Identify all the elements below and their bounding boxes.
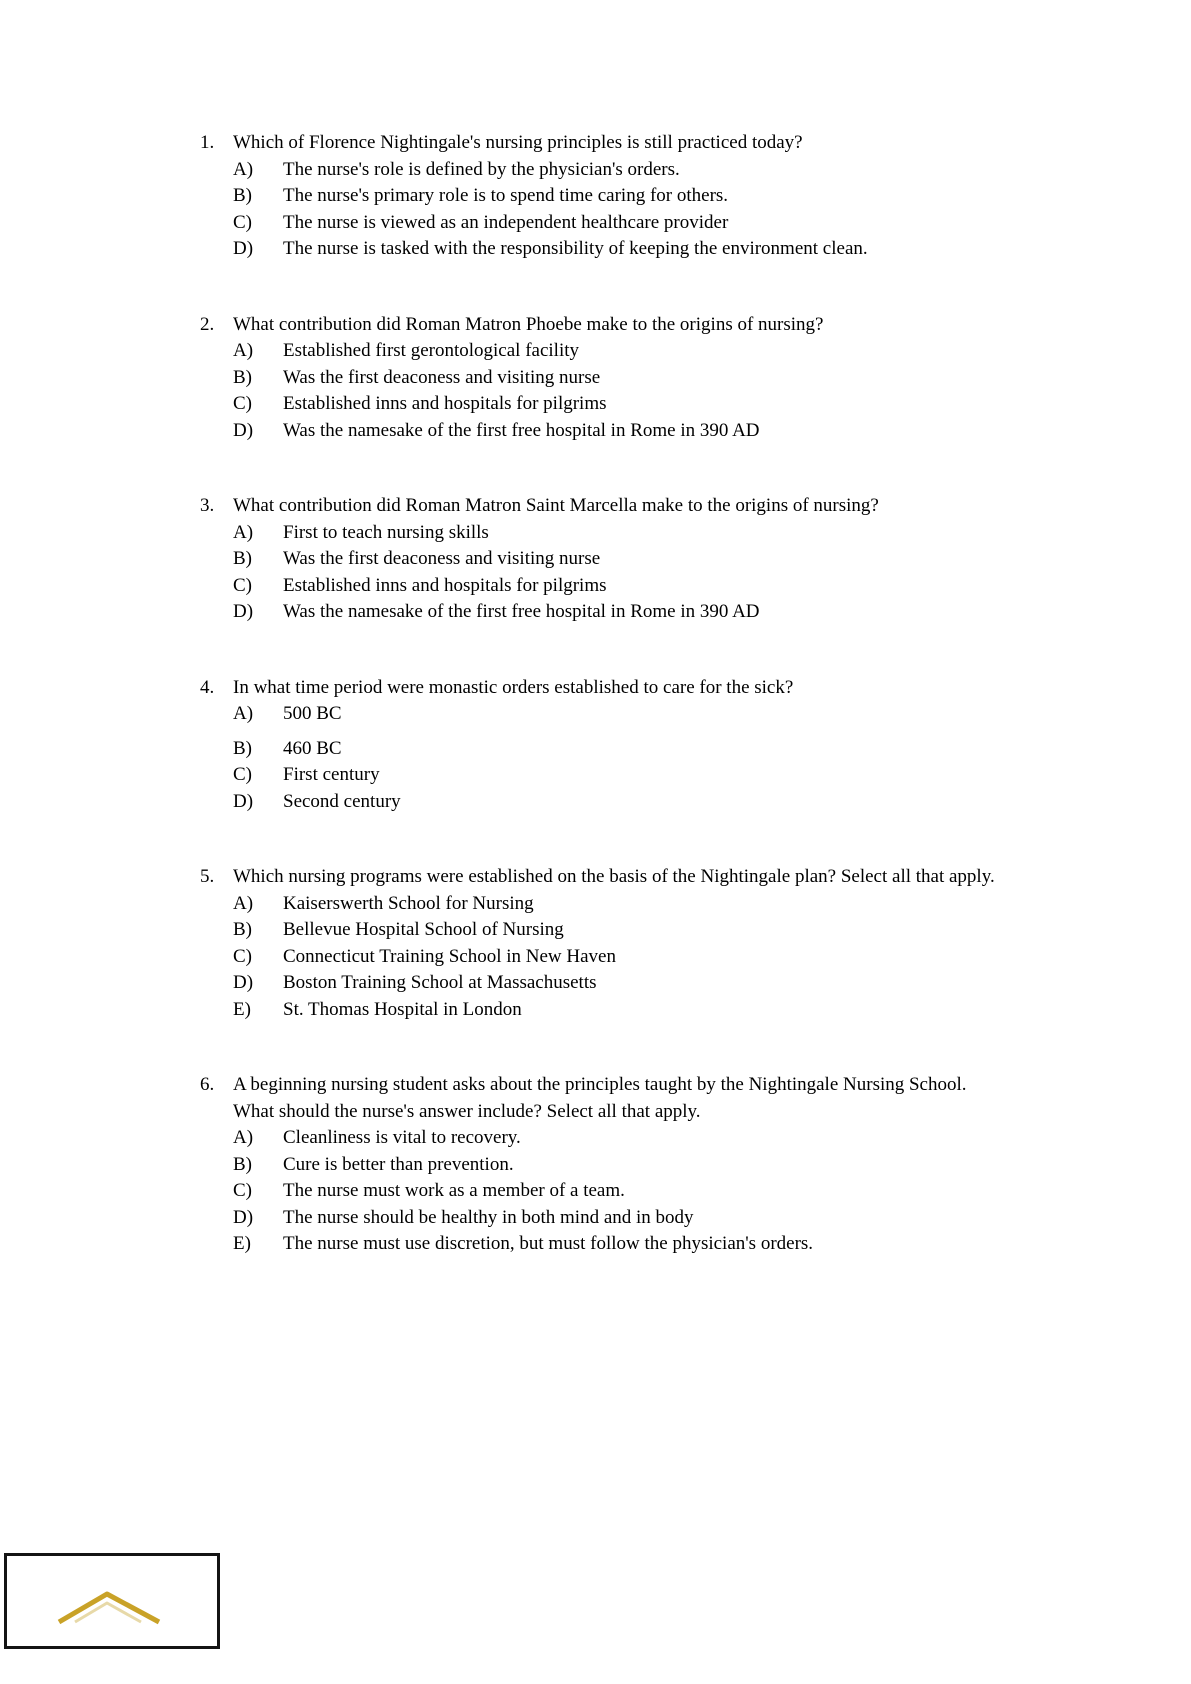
partial-image-frame (4, 1553, 220, 1649)
answer-option (200, 573, 1000, 600)
option-text: The nurse must use discretion, but must follow the physician's orders. (283, 1233, 814, 1254)
option-text: Was the namesake of the first free hospital in Rome in 390 AD (283, 419, 760, 441)
answer-option (200, 891, 1000, 918)
question-text: Which nursing programs were established on the basis of the Nightingale plan? Select all that apply. (233, 866, 995, 887)
question-number: 3. (200, 495, 215, 516)
question-text: In what time period were monastic orders established to care for the sick? (233, 676, 794, 698)
answer-option (200, 1152, 1000, 1179)
option-letter: A) (233, 703, 254, 724)
question-text: A beginning nursing student asks about the principles taught by the Nightingale Nursing School. What should the nurse's answer include? Select all that apply. (233, 1074, 967, 1122)
option-text: Connecticut Training School in New Haven (283, 945, 616, 967)
question-number: 6. (200, 1074, 215, 1095)
option-text: Boston Training School at Massachusetts (283, 972, 597, 993)
question-6 (200, 1072, 1000, 1258)
answer-option (200, 210, 1000, 237)
option-text: Cleanliness is vital to recovery. (283, 1127, 521, 1148)
option-letter: D) (233, 238, 254, 259)
option-letter: C) (233, 211, 252, 233)
answer-option (200, 418, 1000, 445)
option-text: 500 BC (283, 703, 342, 724)
answer-option (200, 970, 1000, 997)
option-text: Second century (283, 790, 401, 812)
question-3 (200, 493, 1000, 626)
question-text: What contribution did Roman Matron Saint Marcella make to the origins of nursing? (233, 495, 879, 516)
answer-option (200, 520, 1000, 547)
answer-option (200, 944, 1000, 971)
question-5 (200, 864, 1000, 1023)
answer-option (200, 1125, 1000, 1152)
option-letter: A) (233, 892, 254, 914)
option-letter: C) (233, 764, 252, 785)
answer-option (200, 1231, 1000, 1258)
option-letter: D) (233, 601, 254, 622)
option-letter: D) (233, 419, 254, 441)
answer-option (200, 546, 1000, 573)
answer-option (200, 338, 1000, 365)
answer-option (200, 701, 1000, 728)
option-text: Bellevue Hospital School of Nursing (283, 919, 564, 940)
option-text: The nurse's primary role is to spend time caring for others. (283, 185, 729, 206)
option-text: First to teach nursing skills (283, 521, 489, 543)
option-text: St. Thomas Hospital in London (283, 998, 522, 1020)
option-text: Established inns and hospitals for pilgrims (283, 574, 607, 596)
option-letter: B) (233, 548, 252, 569)
answer-option (200, 391, 1000, 418)
option-text: The nurse must work as a member of a team. (283, 1180, 625, 1201)
answer-option (200, 157, 1000, 184)
option-letter: C) (233, 1180, 252, 1201)
option-letter: B) (233, 737, 252, 759)
option-text: First century (283, 764, 380, 785)
question-number: 1. (200, 132, 215, 153)
question-text: What contribution did Roman Matron Phoebe make to the origins of nursing? (233, 313, 824, 335)
quiz-content (200, 130, 1000, 1307)
answer-option (200, 1178, 1000, 1205)
question-4 (200, 675, 1000, 816)
option-text: 460 BC (283, 737, 342, 759)
option-letter: B) (233, 366, 252, 388)
answer-option (200, 762, 1000, 789)
question-number: 4. (200, 676, 215, 698)
option-letter: A) (233, 158, 254, 180)
option-letter: D) (233, 790, 254, 812)
option-text: Established first gerontological facility (283, 340, 580, 361)
roof-chevron-icon (55, 1588, 165, 1628)
option-text: The nurse is tasked with the responsibility of keeping the environment clean. (283, 238, 868, 259)
option-text: Cure is better than prevention. (283, 1153, 514, 1175)
option-letter: C) (233, 393, 252, 414)
answer-option (200, 736, 1000, 763)
answer-option (200, 789, 1000, 816)
option-text: Was the namesake of the first free hospital in Rome in 390 AD (283, 601, 760, 622)
option-letter: A) (233, 1127, 254, 1148)
option-text: Kaiserswerth School for Nursing (283, 892, 534, 914)
answer-option (200, 236, 1000, 263)
option-letter: E) (233, 998, 251, 1020)
option-letter: A) (233, 521, 254, 543)
option-letter: B) (233, 1153, 252, 1175)
option-text: Established inns and hospitals for pilgrims (283, 393, 607, 414)
option-letter: E) (233, 1233, 251, 1254)
option-letter: C) (233, 945, 252, 967)
question-number: 5. (200, 866, 215, 887)
option-letter: B) (233, 919, 252, 940)
option-text: Was the first deaconess and visiting nurse (283, 548, 601, 569)
answer-option (200, 997, 1000, 1024)
option-letter: A) (233, 340, 254, 361)
option-letter: C) (233, 574, 252, 596)
answer-option (200, 917, 1000, 944)
option-letter: D) (233, 1206, 254, 1228)
option-letter: B) (233, 185, 252, 206)
option-text: The nurse's role is defined by the physician's orders. (283, 158, 680, 180)
question-1 (200, 130, 1000, 263)
answer-option (200, 1205, 1000, 1232)
option-text: The nurse should be healthy in both mind and in body (283, 1206, 694, 1228)
option-text: Was the first deaconess and visiting nurse (283, 366, 601, 388)
question-2 (200, 312, 1000, 445)
option-letter: D) (233, 972, 254, 993)
question-number: 2. (200, 313, 215, 335)
answer-option (200, 365, 1000, 392)
answer-option (200, 183, 1000, 210)
option-text: The nurse is viewed as an independent healthcare provider (283, 211, 729, 233)
question-text: Which of Florence Nightingale's nursing principles is still practiced today? (233, 132, 803, 153)
answer-option (200, 599, 1000, 626)
